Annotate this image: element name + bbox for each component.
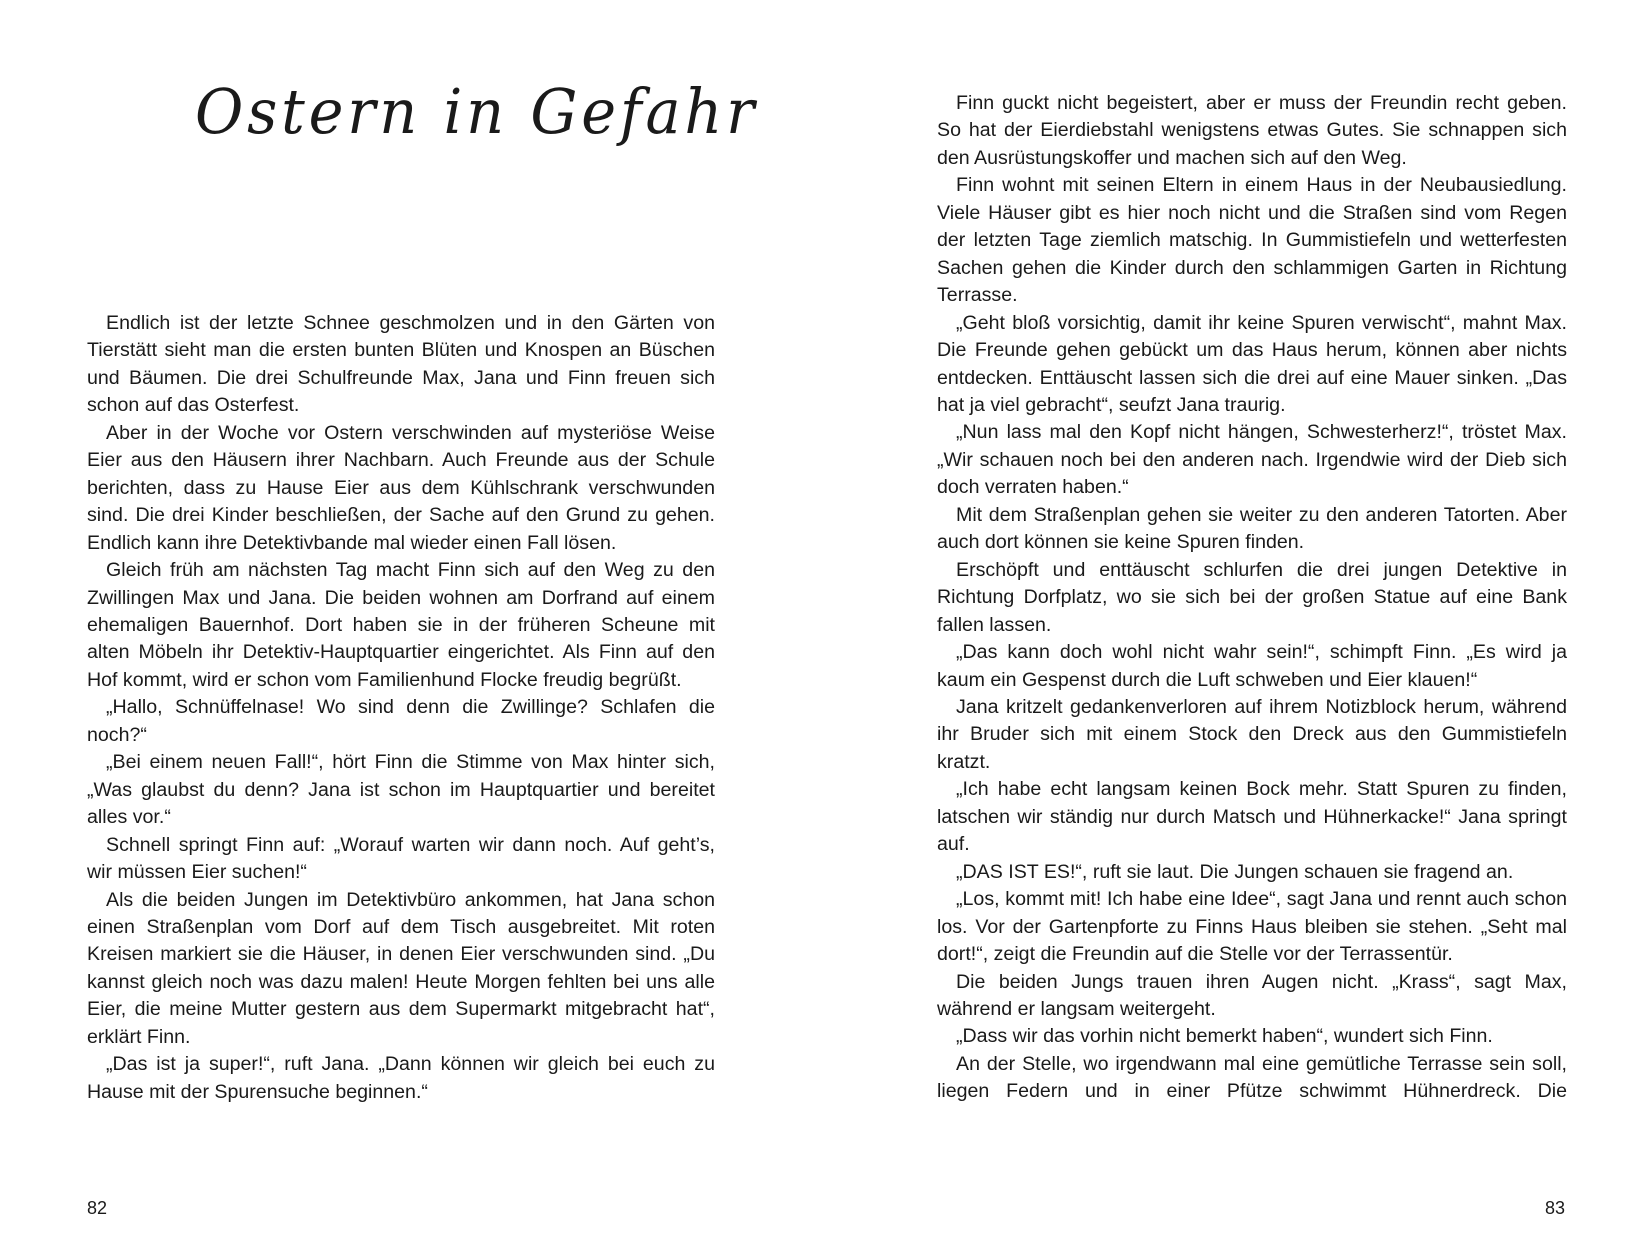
paragraph: An der Stelle, wo irgendwann mal eine gemütliche Terrasse sein soll, liegen Federn und in einer Pfütze schwimmt Hühnerdreck. Die [937,1052,1567,1103]
paragraph: „Bei einem neuen Fall!“, hört Finn die Stimme von Max hinter sich, „Was glaubst du denn? Jana ist schon im Hauptquartier und bereitet alles vor.“ [87,751,715,829]
paragraph: Gleich früh am nächsten Tag macht Finn sich auf den Weg zu den Zwillingen Max und Jana. Die beiden wohnen am Dorfrand auf einem ehemaligen Bauernhof. Dort haben sie in der früheren Scheune mit alten Möbeln ihr Detektiv-Hauptquartier eingerichtet. Als Finn auf den Hof kommt, wird er schon vom Familienhund Flocke freudig begrüßt. [87,559,715,691]
paragraph: „Geht bloß vorsichtig, damit ihr keine Spuren verwischt“, mahnt Max. Die Freunde gehen gebückt um das Haus herum, können aber nichts entdecken. Enttäuscht lassen sich die drei auf eine Mauer sinken. „Das hat ja viel gebracht“, seufzt Jana traurig. [937,311,1567,416]
chapter-title: Ostern in Gefahr [195,75,759,148]
paragraph: Als die beiden Jungen im Detektivbüro ankommen, hat Jana schon einen Straßenplan vom Dorf auf dem Tisch ausgebreitet. Mit roten Kreisen markiert sie die Häuser, in denen Eier verschwunden sind. „Du kannst gleich noch was dazu malen! Heute Morgen fehlten bei uns alle Eier, die meine Mutter gestern aus dem Supermarkt mitgebracht hat“, erklärt Finn. [87,888,715,1048]
paragraph: Mit dem Straßenplan gehen sie weiter zu den anderen Tatorten. Aber auch dort können sie keine Spuren finden. [937,503,1567,554]
paragraph: Schnell springt Finn auf: „Worauf warten wir dann noch. Auf geht’s, wir müssen Eier suchen!“ [87,833,715,884]
right-page [825,0,1650,1240]
paragraph: „DAS IST ES!“, ruft sie laut. Die Jungen schauen sie fragend an. [956,860,1514,883]
paragraph: Erschöpft und enttäuscht schlurfen die drei jungen Detektive in Richtung Dorfplatz, wo sie sich bei der großen Statue auf eine Bank fallen lassen. [937,558,1567,636]
right-text-column [937,90,1567,1106]
paragraph: Finn guckt nicht begeistert, aber er muss der Freundin recht geben. So hat der Eierdiebstahl wenigstens etwas Gutes. Sie schnappen sich den Ausrüstungskoffer und machen sich auf den Weg. [937,92,1567,169]
paragraph: Aber in der Woche vor Ostern verschwinden auf mysteriöse Weise Eier aus den Häusern ihrer Nachbarn. Auch Freunde aus der Schule berichten, dass zu Hause Eier aus dem Kühlschrank verschwunden sind. Die drei Kinder beschließen, der Sache auf den Grund zu gehen. Endlich kann ihre Detektivbande mal wieder einen Fall lösen. [87,421,715,554]
page-number-left: 82 [87,1198,108,1218]
paragraph: Die beiden Jungs trauen ihren Augen nicht. „Krass“, sagt Max, während er langsam weitergeht. [937,970,1567,1020]
paragraph: „Los, kommt mit! Ich habe eine Idee“, sagt Jana und rennt auch schon los. Vor der Gartenpforte zu Finns Haus bleiben sie stehen. „Seht mal dort!“, zeigt die Freundin auf die Stelle vor der Terrassentür. [937,888,1567,966]
paragraph: „Hallo, Schnüffelnase! Wo sind denn die Zwillinge? Schlafen die noch?“ [87,696,715,746]
paragraph: „Nun lass mal den Kopf nicht hängen, Schwesterherz!“, tröstet Max. „Wir schauen noch bei den anderen nach. Irgendwie wird der Dieb sich doch verraten haben.“ [937,421,1567,499]
left-text-column [87,310,715,1106]
paragraph: „Das kann doch wohl nicht wahr sein!“, schimpft Finn. „Es wird ja kaum ein Gespenst durch die Luft schweben und Eier klauen!“ [937,641,1567,691]
paragraph: Endlich ist der letzte Schnee geschmolzen und in den Gärten von Tierstätt sieht man die ersten bunten Blüten und Knospen an Büschen und Bäumen. Die drei Schulfreunde Max, Jana und Finn freuen sich schon auf das Osterfest. [87,312,715,417]
paragraph: „Dass wir das vorhin nicht bemerkt haben“, wundert sich Finn. [956,1025,1493,1048]
page-number-right: 83 [1544,1198,1565,1218]
paragraph: Jana kritzelt gedankenverloren auf ihrem Notizblock herum, während ihr Bruder sich mit einem Stock den Dreck aus den Gummistiefeln kratzt. [937,695,1567,773]
paragraph: „Das ist ja super!“, ruft Jana. „Dann können wir gleich bei euch zu Hause mit der Spurensuche beginnen.“ [87,1053,715,1103]
paragraph: Finn wohnt mit seinen Eltern in einem Haus in der Neubausiedlung. Viele Häuser gibt es hier noch nicht und die Straßen sind vom Regen der letzten Tage ziemlich matschig. In Gummistiefeln und wetterfesten Sachen gehen die Kinder durch den schlammigen Garten in Richtung Terrasse. [937,174,1567,307]
paragraph: „Ich habe echt langsam keinen Bock mehr. Statt Spuren zu finden, latschen wir ständig nur durch Matsch und Hühnerkacke!“ Jana springt auf. [937,778,1567,856]
